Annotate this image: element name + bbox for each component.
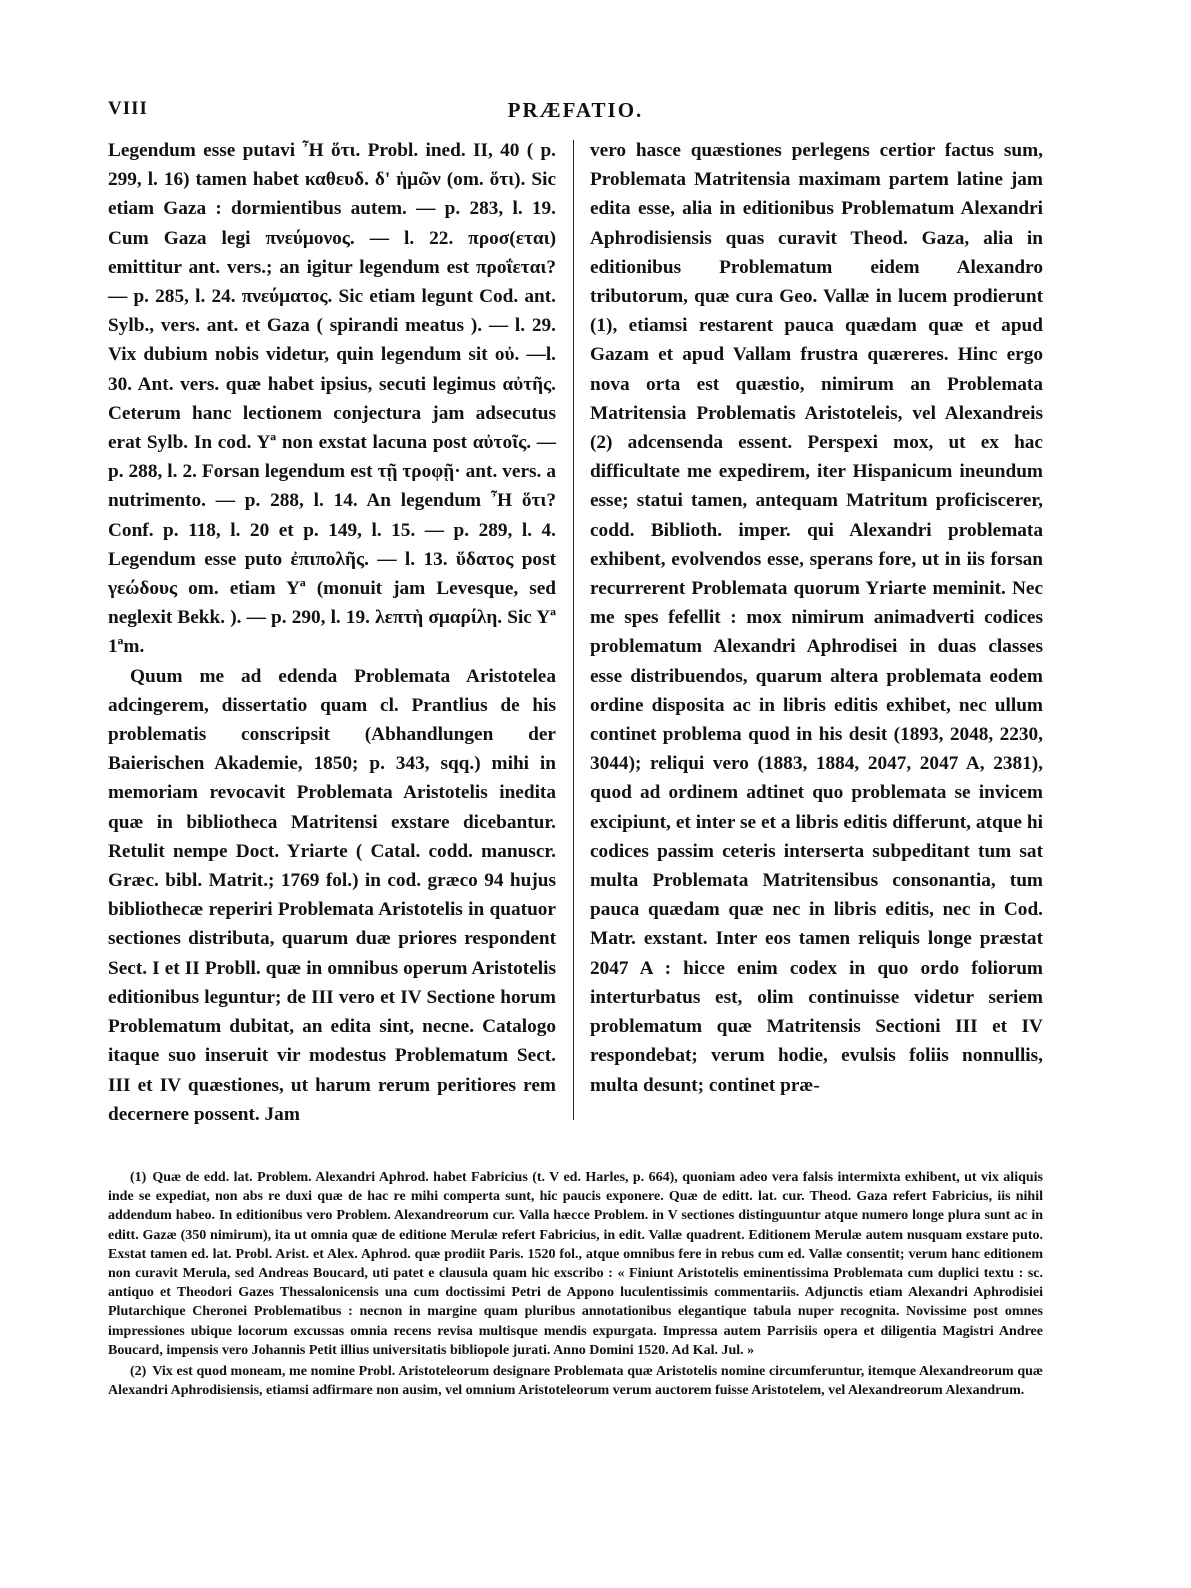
footnote-marker: (2)	[130, 1364, 147, 1380]
right-paragraph: vero hasce quæstiones perlegens certior factus sum, Problemata Matritensia maximam partem latine jam edita esse, alia in editionibus Problematum Alexandri Aphrodisiensis quas curavit Theod. Gaza, alia in editionibus Problematum eidem Alexandro tributorum, quæ cura Geo. Vallæ in lucem prodierunt (1), etiamsi restarent pauca quædam quæ et apud Gazam et apud Vallam frustra quæreres. Hinc ergo nova orta est quæstio, nimirum an Problemata Matritensia Problematis Aristoteleis, vel Alexandreis (2) adcensenda essent. Perspexi mox, ut ex hac difficultate me expedirem, iter Hispanicum ineundum esse; statui tamen, antequam Matritum proficiscerer, codd. Biblioth. imper. qui Alexandri problemata exhibent, evolvendos esse, sperans fore, ut in iis forsan recurrerent Problemata quorum Yriarte meminit. Nec me spes fefellit : mox nimirum animadverti codices problematum Alexandri Aphrodisei in duas classes esse distribuendos, quarum altera problemata eodem ordine disposita ac in libris editis exhibet, nec ullum continet problema quod in his desit (1893, 2048, 2230, 3044); reliqui vero (1883, 1884, 2047, 2047 A, 2381), quod ad ordinem adtinet quo problemata se invicem excipiunt, et inter se et a libris editis differunt, atque hi codices passim ceteris interserta subpeditant tum sat multa Problemata Matritensibus consonantia, tum pauca quædam quæ nec in libris editis, nec in Cod. Matr. exstant. Inter eos tamen reliquis longe præstat 2047 A : hicce enim codex in quo ordo foliorum interturbatus est, olim continuisse videtur seriem problematum quæ Matritensis Sectioni III et IV respondebat; verum hodie, evulsis foliis nonnullis, multa desunt; continet præ-	[590, 140, 1043, 1096]
footnote-text: Quæ de edd. lat. Problem. Alexandri Aphrod. habet Fabricius (t. V ed. Harles, p. 664), quoniam adeo vera falsis intermixta exhibent, ut vix aliquis inde se expediat, non abs re duxi quæ de hac re mihi comperta sunt, hic paucis exponere. Quæ de editt. lat. cur. Theod. Gaza refert Fabricius, iis nihil addendum habeo. In editionibus vero Problem. Alexandreorum cur. Valla hæcce Problem. in V sectiones distinguuntur atque numero longe plura sunt ac in editt. Gazæ (350 nimirum), ita ut omnia quæ de editione Merulæ refert Fabricius, in edit. Vallæ quadrent. Editionem Merulæ autem nusquam exstare puto. Exstat tamen ed. lat. Probl. Arist. et Alex. Aphrod. quæ prodiit Paris. 1520 fol., atque omnibus fere in rebus cum ed. Vallæ consentit; verum hanc editionem non curavit Merula, sed Andreas Boucard, uti patet e clausula quam hic exscribo : « Finiunt Aristotelis eminentissima Problemata cum duplici textu : sc. antiquo et Theodori Gazes Thessalonicensis una cum doctissimi Petri de Appono luculentissimis commentariis. Adjunctis etiam Alexandri Aphrodisiei Plutarchique Cheronei Problematibus : necnon in margine quam pluribus annotationibus elegantique tabula nuper recognita. Novissime post omnes impressiones ubique locorum excussas omnia recens revisa multisque mendis expurgata. Impressa autem Parrisiis opera et diligentia Magistri Andree Boucard, impensis vero Johannis Petit illius universitatis bibliopole jurati. Anno Domini 1520. Ad Kal. Jul. »	[108, 1170, 1043, 1358]
page-number: VIII	[108, 98, 148, 119]
page-header	[108, 98, 1043, 128]
footnote-marker: (1)	[130, 1170, 147, 1185]
main-paragraph: Quum me ad edenda Problemata Aristotelea adcingerem, dissertatio quam cl. Prantlius de his problematis conscripsit (Abhandlungen der Baierischen Akademie, 1850; p. 343, sqq.) mihi in memoriam revocavit Problemata Aristotelis inedita quæ in bibliotheca Matritensi exstare dicebantur. Retulit nempe Doct. Yriarte ( Catal. codd. manuscr. Græc. bibl. Matrit.; 1769 fol.) in cod. græco 94 hujus bibliothecæ reperiri Problemata Aristotelis in quatuor sectiones distributa, quarum duæ priores respondent Sect. I et II Probll. quæ in omnibus operum Aristotelis editionibus leguntur; de III vero et IV Sectione horum Problematum dubitat, an edita sint, necne. Catalogo itaque suo inseruit vir modestus Problematum Sect. III et IV quæstiones, ut harum rerum peritiores rem decernere possent. Jam	[108, 665, 556, 1125]
footnote-2	[108, 1362, 1043, 1400]
notes-paragraph: Legendum esse putavi Ἦ ὅτι. Probl. ined. II, 40 ( p. 299, l. 16) tamen habet καθευδ. δ' ἡμῶν (om. ὅτι). Sic etiam Gaza : dormientibus autem. — p. 283, l. 19. Cum Gaza legi πνεύμονος. — l. 22. προσ(εται) emittitur ant. vers.; an igitur legendum est προΐεται? — p. 285, l. 24. πνεύματος. Sic etiam legunt Cod. ant. Sylb., vers. ant. et Gaza ( spirandi meatus ). — l. 29. Vix dubium nobis videtur, quin legendum sit οὐ. —l. 30. Ant. vers. quæ habet ipsius, secuti legimus αὐτῆς. Ceterum hanc lectionem conjectura jam adsecutus erat Sylb. In cod. Yª non exstat lacuna post αὐτοῖς. — p. 288, l. 2. Forsan legendum est τῇ τροφῇ· ant. vers. a nutrimento. — p. 288, l. 14. An legendum Ἦ ὅτι? Conf. p. 118, l. 20 et p. 149, l. 15. — p. 289, l. 4. Legendum esse puto ἐπιπολῆς. — l. 13. ὕδατος post γεώδους om. etiam Yª (monuit jam Levesque, sed neglexit Bekk. ). — p. 290, l. 19. λεπτὴ σμαρίλη. Sic Yª 1ªm.	[108, 140, 556, 658]
footnote-1	[108, 1168, 1043, 1360]
footnotes	[108, 1168, 1043, 1400]
column-divider	[573, 140, 574, 1120]
footnote-text: Vix est quod moneam, me nomine Probl. Aristoteleorum designare Problemata quæ Aristotelis nomine circumferuntur, itemque Alexandreorum quæ Alexandri Aphrodisiensis, etiamsi adfirmare non ausim, vel omnium Aristoteleorum verum auctorem fuisse Aristotelem, vel Alexandreorum Alexandrum.	[108, 1364, 1043, 1399]
left-column	[108, 136, 556, 1129]
right-column	[590, 136, 1043, 1100]
running-title: PRÆFATIO.	[507, 98, 644, 122]
